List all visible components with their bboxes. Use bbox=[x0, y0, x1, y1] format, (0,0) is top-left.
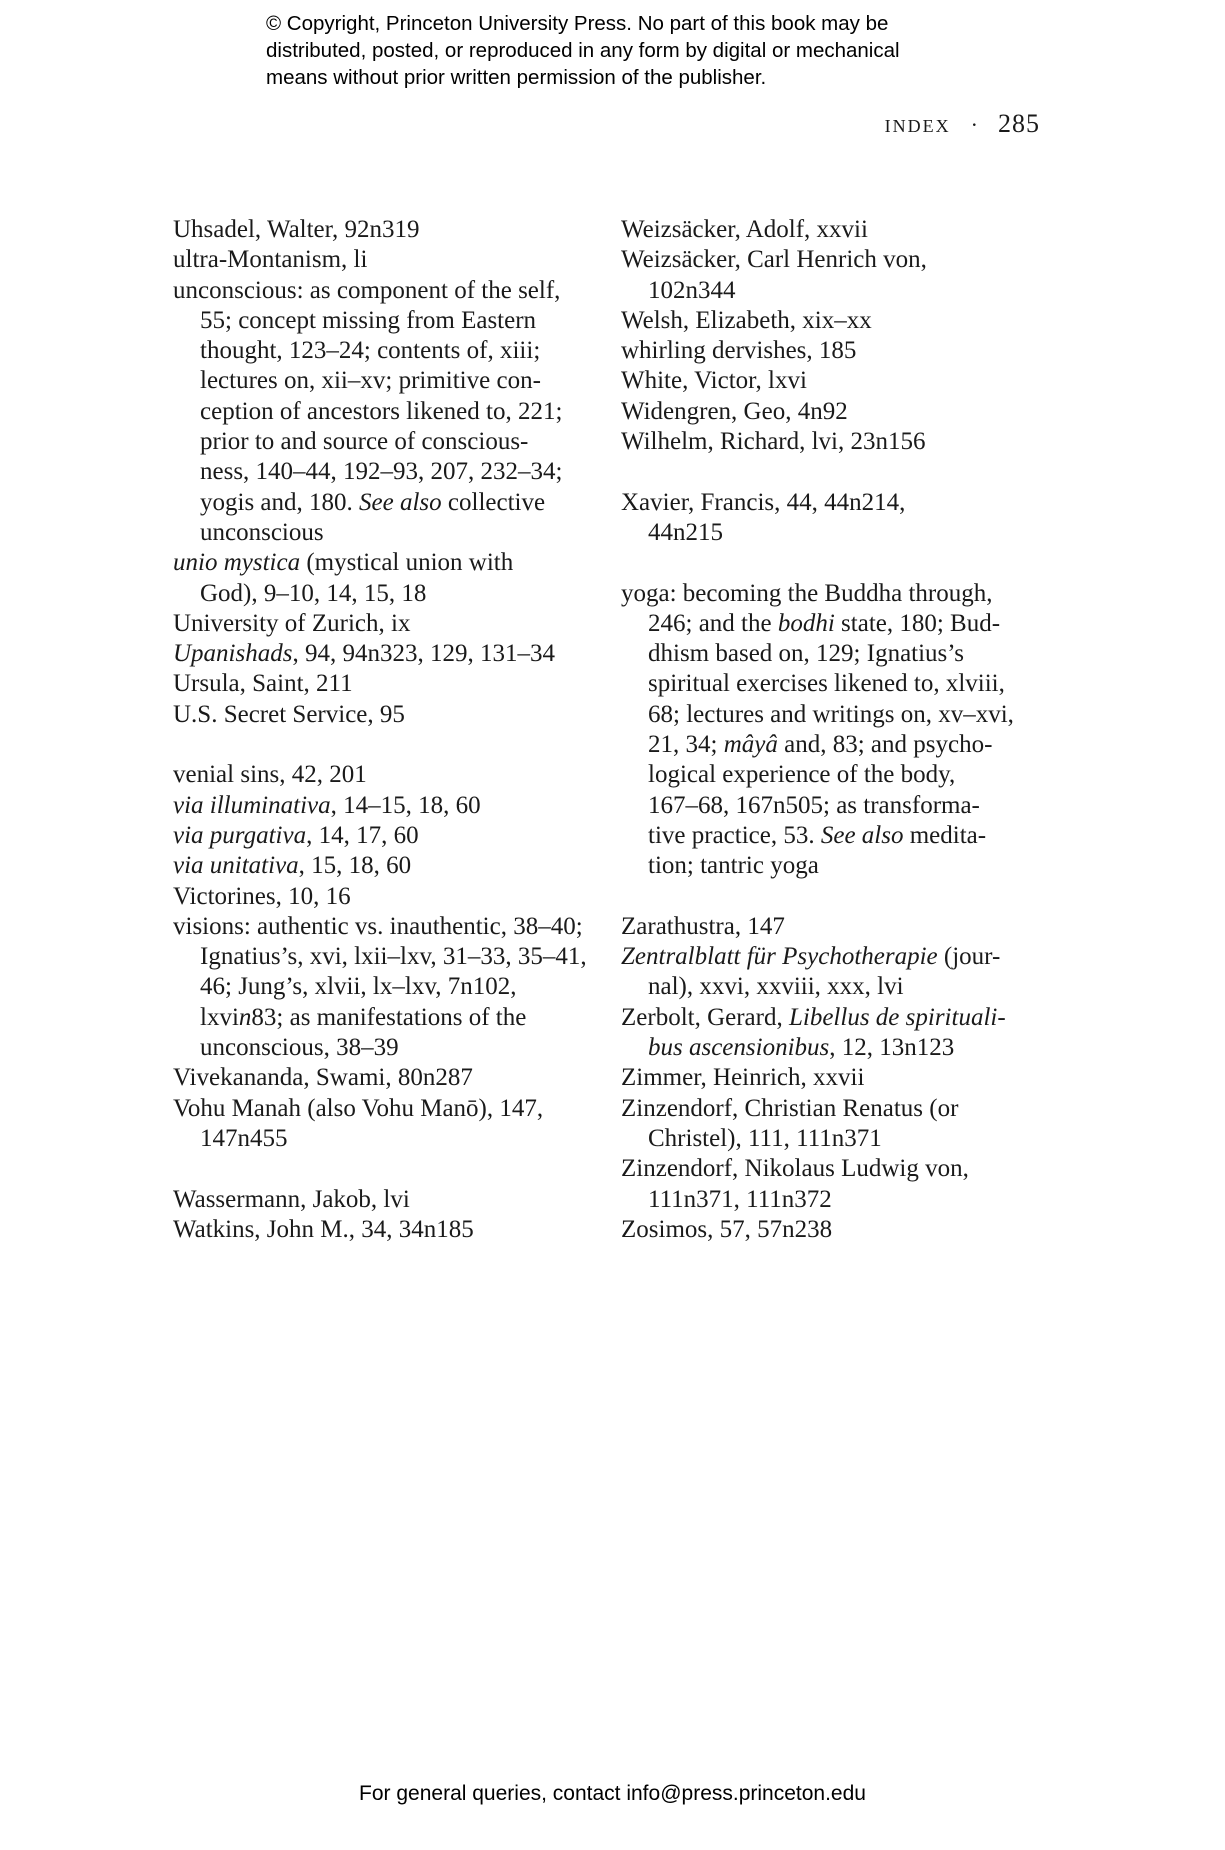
index-entry bbox=[173, 548, 603, 578]
index-text-italic: See also bbox=[820, 821, 904, 849]
index-text-italic: bodhi bbox=[777, 609, 835, 637]
index-text: Victorines, 10, 16 bbox=[173, 882, 351, 910]
index-text: lxvi bbox=[200, 1003, 239, 1031]
index-entry bbox=[621, 397, 1051, 427]
index-text: , 12, 13n123 bbox=[829, 1034, 955, 1062]
copyright-line: distributed, posted, or reproduced in any form by digital or mechanical bbox=[266, 39, 900, 62]
index-text: U.S. Secret Service, 95 bbox=[173, 700, 405, 728]
index-text: , 15, 18, 60 bbox=[298, 852, 412, 880]
letter-group-gap bbox=[621, 457, 1051, 487]
index-text: dhism based on, 129; Ignatius’s bbox=[648, 640, 964, 668]
index-text: Vivekananda, Swami, 80n287 bbox=[173, 1064, 473, 1092]
index-text: (jour- bbox=[937, 943, 1001, 971]
index-entry bbox=[173, 821, 603, 851]
index-text: 83; as manifestations of the bbox=[251, 1003, 527, 1031]
index-entry-continuation bbox=[621, 760, 1051, 790]
index-entry bbox=[173, 851, 603, 881]
running-head bbox=[700, 109, 1040, 139]
letter-group-gap bbox=[173, 730, 603, 760]
index-text: University of Zurich, ix bbox=[173, 609, 411, 637]
index-text-italic: via purgativa bbox=[173, 821, 307, 849]
index-entry bbox=[621, 1094, 1051, 1124]
index-text: White, Victor, lxvi bbox=[621, 367, 807, 395]
index-text: visions: authentic vs. inauthentic, 38–40; bbox=[173, 912, 583, 940]
index-entry-continuation bbox=[173, 972, 603, 1002]
index-text-italic: Zentralblatt für Psychotherapie bbox=[621, 943, 938, 971]
copyright-line: © Copyright, Princeton University Press. No part of this book may be bbox=[266, 12, 889, 35]
index-entry-continuation bbox=[173, 488, 603, 518]
index-text: lectures on, xii–xv; primitive con- bbox=[200, 367, 541, 395]
index-text: logical experience of the body, bbox=[648, 761, 956, 789]
index-text: venial sins, 42, 201 bbox=[173, 761, 367, 789]
index-entry bbox=[621, 488, 1051, 518]
index-entry-continuation bbox=[621, 276, 1051, 306]
index-entry bbox=[621, 1215, 1051, 1245]
index-entry-continuation bbox=[173, 336, 603, 366]
index-text: Weizsäcker, Adolf, xxvii bbox=[621, 216, 868, 243]
index-text: tion; tantric yoga bbox=[648, 852, 819, 880]
index-column-right bbox=[621, 215, 1051, 1245]
index-text: Watkins, John M., 34, 34n185 bbox=[173, 1215, 474, 1243]
index-entry-continuation bbox=[173, 427, 603, 457]
index-text: Zarathustra, 147 bbox=[621, 912, 785, 940]
index-text: unconscious, 38–39 bbox=[200, 1034, 399, 1062]
index-text: Zosimos, 57, 57n238 bbox=[621, 1215, 833, 1243]
index-entry-continuation bbox=[621, 730, 1051, 760]
index-entry bbox=[173, 882, 603, 912]
letter-group-gap bbox=[173, 1154, 603, 1184]
index-entry-continuation bbox=[173, 366, 603, 396]
index-text: whirling dervishes, 185 bbox=[621, 337, 857, 365]
index-text: Weizsäcker, Carl Henrich von, bbox=[621, 246, 927, 274]
index-text: thought, 123–24; contents of, xiii; bbox=[200, 337, 541, 365]
index-entry bbox=[173, 609, 603, 639]
letter-group-gap bbox=[621, 882, 1051, 912]
index-text: Uhsadel, Walter, 92n319 bbox=[173, 216, 420, 243]
index-entry-continuation bbox=[173, 1124, 603, 1154]
index-text: 46; Jung’s, xlvii, lx–lxv, 7n102, bbox=[200, 973, 517, 1001]
index-entry bbox=[173, 215, 603, 245]
index-text: Ignatius’s, xvi, lxii–lxv, 31–33, 35–41, bbox=[200, 943, 587, 971]
index-text: 111n371, 111n372 bbox=[648, 1185, 832, 1213]
index-entry bbox=[173, 276, 603, 306]
index-text: Widengren, Geo, 4n92 bbox=[621, 397, 848, 425]
index-entry-continuation bbox=[173, 1033, 603, 1063]
index-entry bbox=[173, 912, 603, 942]
index-text: Welsh, Elizabeth, xix–xx bbox=[621, 306, 872, 334]
index-text: 55; concept missing from Eastern bbox=[200, 306, 537, 334]
index-entry bbox=[621, 306, 1051, 336]
index-entry-continuation bbox=[173, 942, 603, 972]
index-entry-continuation bbox=[621, 1185, 1051, 1215]
index-text: state, 180; Bud- bbox=[834, 609, 1001, 637]
index-text: Christel), 111, 111n371 bbox=[648, 1124, 882, 1152]
index-text: ception of ancestors likened to, 221; bbox=[200, 397, 563, 425]
letter-group-gap bbox=[621, 548, 1051, 578]
index-entry-continuation bbox=[173, 1003, 603, 1033]
index-entry-continuation bbox=[173, 518, 603, 548]
footer-contact: For general queries, contact info@press.princeton.edu bbox=[359, 1782, 866, 1805]
index-entry bbox=[173, 700, 603, 730]
index-text: spiritual exercises likened to, xlviii, bbox=[648, 670, 1005, 698]
index-text-italic: via illuminativa bbox=[173, 791, 331, 819]
index-text: Wassermann, Jakob, lvi bbox=[173, 1185, 410, 1213]
index-text-italic: n bbox=[238, 1003, 252, 1031]
index-entry bbox=[621, 1154, 1051, 1184]
index-text: Zinzendorf, Christian Renatus (or bbox=[621, 1094, 959, 1122]
index-text: nal), xxvi, xxviii, xxx, lvi bbox=[648, 973, 904, 1001]
index-entry-continuation bbox=[173, 579, 603, 609]
index-text-italic: mâyâ bbox=[723, 731, 778, 759]
copyright-line: means without prior written permission of the publisher. bbox=[266, 66, 767, 89]
index-entry bbox=[621, 366, 1051, 396]
index-text: Zimmer, Heinrich, xxvii bbox=[621, 1064, 865, 1092]
index-entry bbox=[621, 942, 1051, 972]
index-entry bbox=[173, 1063, 603, 1093]
running-head-label: INDEX bbox=[884, 116, 951, 136]
index-entry bbox=[621, 215, 1051, 245]
index-entry-continuation bbox=[173, 457, 603, 487]
index-text: yogis and, 180. bbox=[200, 488, 360, 516]
index-text: Zerbolt, Gerard, bbox=[621, 1003, 789, 1031]
index-entry bbox=[621, 245, 1051, 275]
index-entry-continuation bbox=[621, 851, 1051, 881]
index-entry-continuation bbox=[173, 397, 603, 427]
index-text-italic: Upanishads bbox=[173, 640, 293, 668]
index-text: God), 9–10, 14, 15, 18 bbox=[200, 579, 427, 607]
index-text: Xavier, Francis, 44, 44n214, bbox=[621, 488, 906, 516]
index-entry bbox=[621, 427, 1051, 457]
index-text: , 14, 17, 60 bbox=[306, 821, 419, 849]
index-text: and, 83; and psycho- bbox=[777, 731, 993, 759]
index-text: unconscious: as component of the self, bbox=[173, 276, 561, 304]
index-entry bbox=[621, 579, 1051, 609]
index-entry bbox=[173, 791, 603, 821]
index-entry-continuation bbox=[621, 700, 1051, 730]
index-text: 147n455 bbox=[200, 1124, 288, 1152]
index-entry-continuation bbox=[621, 821, 1051, 851]
index-text: collective bbox=[441, 488, 546, 516]
index-text: unconscious bbox=[200, 518, 324, 546]
index-text: Zinzendorf, Nikolaus Ludwig von, bbox=[621, 1155, 969, 1183]
index-entry-continuation bbox=[621, 669, 1051, 699]
index-text: ultra-Montanism, li bbox=[173, 246, 368, 274]
index-entry-continuation bbox=[621, 972, 1051, 1002]
copyright-notice bbox=[266, 10, 1026, 91]
page-number: 285 bbox=[998, 109, 1040, 138]
index-entry-continuation bbox=[621, 1033, 1051, 1063]
index-entry bbox=[173, 669, 603, 699]
index-text: 44n215 bbox=[648, 518, 723, 546]
index-text: 68; lectures and writings on, xv–xvi, bbox=[648, 700, 1014, 728]
index-text: , 94, 94n323, 129, 131–34 bbox=[292, 640, 555, 668]
index-text: 246; and the bbox=[648, 609, 778, 637]
index-entry bbox=[173, 245, 603, 275]
index-text: medita- bbox=[903, 821, 987, 849]
index-text: 21, 34; bbox=[648, 731, 724, 759]
index-text-italic: bus ascensionibus bbox=[648, 1034, 830, 1062]
index-entry bbox=[173, 1185, 603, 1215]
index-entry-continuation bbox=[621, 1124, 1051, 1154]
index-text: tive practice, 53. bbox=[648, 821, 821, 849]
index-text-italic: See also bbox=[359, 488, 442, 516]
index-text: prior to and source of conscious- bbox=[200, 428, 529, 456]
index-entry-continuation bbox=[621, 609, 1051, 639]
index-text: 167–68, 167n505; as transforma- bbox=[648, 791, 980, 819]
index-text: (mystical union with bbox=[300, 549, 514, 577]
index-text: Ursula, Saint, 211 bbox=[173, 670, 353, 698]
index-entry-continuation bbox=[621, 791, 1051, 821]
index-entry-continuation bbox=[621, 639, 1051, 669]
index-entry bbox=[621, 912, 1051, 942]
index-text-italic: unio mystica bbox=[173, 549, 301, 577]
index-entry bbox=[621, 336, 1051, 366]
index-text-italic: via unitativa bbox=[173, 852, 299, 880]
index-text: yoga: becoming the Buddha through, bbox=[621, 579, 993, 607]
index-text: Wilhelm, Richard, lvi, 23n156 bbox=[621, 428, 926, 456]
index-entry-continuation bbox=[621, 518, 1051, 548]
index-entry bbox=[621, 1063, 1051, 1093]
index-entry bbox=[173, 639, 603, 669]
index-column-left bbox=[173, 215, 603, 1245]
index-entry bbox=[173, 1215, 603, 1245]
index-entry bbox=[173, 760, 603, 790]
index-text-italic: Libellus de spirituali- bbox=[788, 1003, 1006, 1031]
index-entry-continuation bbox=[173, 306, 603, 336]
index-text: Vohu Manah (also Vohu Manō), 147, bbox=[173, 1094, 544, 1122]
index-text: ness, 140–44, 192–93, 207, 232–34; bbox=[200, 458, 563, 486]
index-text: 102n344 bbox=[648, 276, 736, 304]
index-entry bbox=[621, 1003, 1051, 1033]
index-text: , 14–15, 18, 60 bbox=[330, 791, 481, 819]
index-entry bbox=[173, 1094, 603, 1124]
running-head-separator: · bbox=[970, 112, 978, 137]
